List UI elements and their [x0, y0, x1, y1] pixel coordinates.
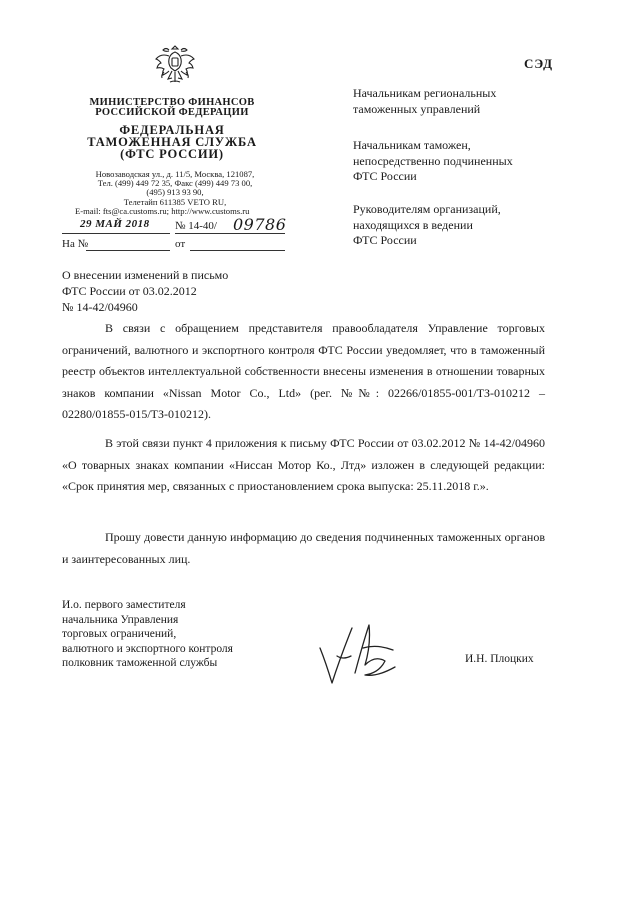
recipient-block: [353, 202, 583, 249]
document-number-value: 09786: [233, 215, 287, 234]
phone-line: Тел. (499) 449 72 35, Факс (499) 449 73 00,: [97, 178, 253, 189]
contact-block: [70, 170, 280, 216]
service-line: ТАМОЖЕННАЯ СЛУЖБА: [87, 135, 257, 149]
recipient-block: [353, 138, 583, 185]
teletype-line: Телетайп 611385 VETO RU,: [123, 196, 227, 207]
subject-line: ФТС России от 03.02.2012: [62, 284, 197, 298]
service-line: ФЕДЕРАЛЬНАЯ: [119, 123, 225, 137]
reference-from-label: от: [175, 238, 186, 250]
service-name: [62, 124, 282, 160]
recipient-line: непосредственно подчиненных: [353, 153, 513, 168]
signatory-name: И.Н. Плоцких: [465, 653, 534, 665]
recipient-line: находящихся в ведении: [353, 217, 473, 232]
ministry-line: МИНИСТЕРСТВО ФИНАНСОВ: [89, 97, 255, 108]
recipient-line: ФТС России: [353, 169, 417, 183]
handwritten-signature: [315, 618, 410, 688]
recipient-line: Начальникам таможен,: [353, 138, 471, 152]
body-paragraph: В связи с обращением представителя правообладателя Управление торговых ограничений, валютного и экспортного контроля ФТС России уведомляет, что в таможенный реестр объектов интеллектуальной собственности внесены изменения в отношении товарных знаков компании «Nissan Motor Co., Ltd» (рег. №№: 02266/01855-001/ТЗ-010212 – 02280/01855-015/ТЗ-010212).: [62, 321, 545, 422]
subject-line: О внесении изменений в письмо: [62, 268, 229, 282]
ministry-line: РОССИЙСКОЙ ФЕДЕРАЦИИ: [95, 107, 249, 118]
recipient-line: Руководителям организаций,: [353, 202, 501, 216]
subject-line: № 14-42/04960: [62, 300, 138, 314]
reference-label: На №: [62, 238, 89, 250]
document-number-label: № 14-40/: [175, 220, 217, 232]
position-line: полковник таможенной службы: [62, 657, 218, 669]
recipient-block: [353, 86, 583, 117]
document-date: 29 МАЙ 2018: [80, 218, 150, 230]
body-paragraph: Прошу довести данную информацию до сведения подчиненных таможенных органов и заинтересованных лиц.: [62, 530, 545, 566]
reference-from-underline: [190, 250, 285, 251]
service-line: (ФТС РОССИИ): [120, 147, 224, 161]
number-underline: [175, 233, 285, 234]
recipient-line: таможенных управлений: [353, 101, 481, 116]
address-line: Новозаводская ул., д. 11/5, Москва, 121087,: [95, 169, 255, 179]
email-line: E-mail: fts@ca.customs.ru; http://www.customs.ru: [75, 205, 250, 216]
letter-subject: [62, 267, 228, 315]
phone-line: (495) 913 93 90,: [146, 187, 204, 198]
reference-underline: [86, 250, 170, 251]
sed-mark: СЭД: [524, 56, 554, 71]
date-underline: [62, 233, 170, 234]
recipient-line: ФТС России: [353, 233, 417, 247]
recipient-line: Начальникам региональных: [353, 86, 497, 100]
position-line: И.о. первого заместителя: [62, 599, 186, 611]
ministry-name: [62, 98, 282, 118]
coat-of-arms-icon: [152, 42, 198, 92]
position-line: начальника Управления: [62, 613, 179, 626]
position-line: валютного и экспортного контроля: [62, 642, 233, 655]
signatory-position: [62, 598, 233, 671]
position-line: торговых ограничений,: [62, 628, 177, 640]
body-paragraph: В этой связи пункт 4 приложения к письму ФТС России от 03.02.2012 № 14-42/04960 «О товарных знаках компании «Ниссан Мотор Ко., Лтд» изложен в следующей редакции: «Срок принятия мер, связанных с приостановлением срока выпуска: 25.11.2018 г.».: [62, 436, 545, 494]
